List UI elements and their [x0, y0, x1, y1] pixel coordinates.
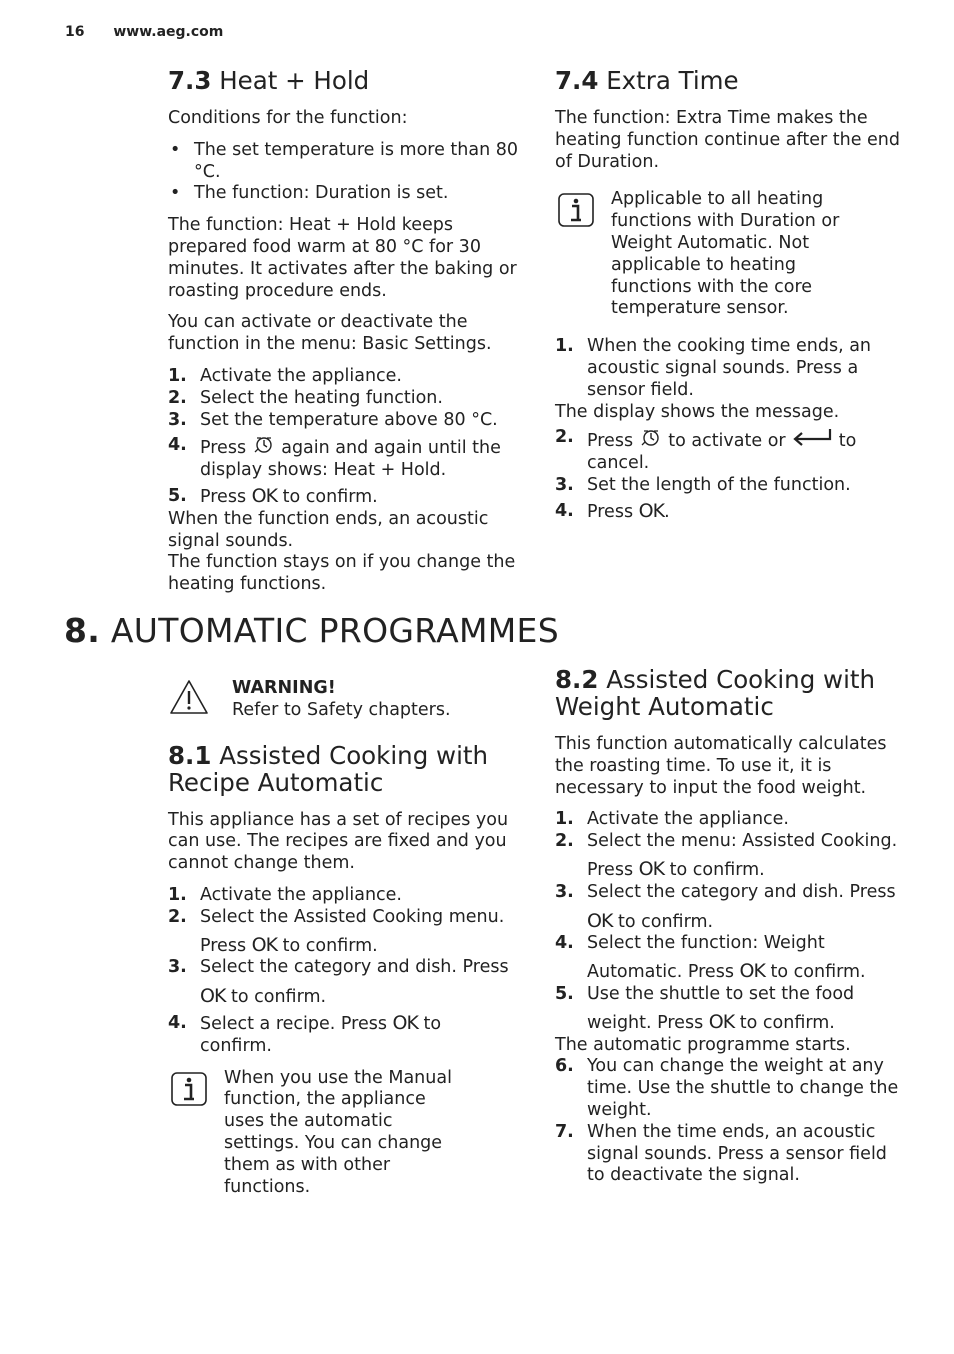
ok-button-icon: OK	[638, 499, 665, 522]
list-item: 7. When the time ends, an acoustic signal sounds. Press a sensor field to deactivate the signal.	[555, 1121, 887, 1186]
warning-box	[168, 678, 518, 722]
function-clock-icon	[252, 435, 276, 455]
list-item: 2. Press to activate or to cancel.	[555, 427, 857, 474]
note-text: The function stays on if you change the heating functions.	[168, 552, 516, 595]
list-item: 2. Select the heating function.	[168, 387, 443, 408]
list-item: 4. Select the function: Weight Automatic. Press OK to confirm.	[555, 933, 866, 983]
ok-button-icon: OK	[200, 985, 226, 1008]
back-arrow-icon	[791, 427, 833, 447]
info-box	[168, 1068, 518, 1199]
ok-button-icon: OK	[739, 960, 765, 983]
section-title: 8.2 Assisted Cooking with Weight Automatic	[555, 665, 876, 721]
function-clock-icon	[639, 428, 663, 448]
section-title: 8.1 Assisted Cooking with Recipe Automatic	[168, 740, 489, 797]
paragraph: The function: Extra Time makes the heating function continue after the end of Duration.	[555, 108, 900, 172]
steps-list	[555, 336, 910, 523]
chapter-title: 8. AUTOMATIC PROGRAMMES	[64, 611, 559, 650]
warning-icon	[168, 678, 210, 716]
list-item: 4. Select a recipe. Press OK to confirm.	[168, 1011, 442, 1056]
note-text: The automatic programme starts.	[555, 1034, 851, 1055]
list-item: • The set temperature is more than 80 °C.	[168, 140, 518, 184]
list-item: 5. Use the shuttle to set the food weight. Press OK to confirm.	[555, 983, 855, 1033]
warning-title: WARNING!	[232, 678, 336, 698]
list-item: 3. Set the temperature above 80 °C.	[168, 409, 498, 430]
website-link[interactable]: www.aeg.com	[113, 24, 224, 40]
note-text: The display shows the message.	[555, 401, 840, 422]
ok-button-icon: OK	[251, 933, 278, 956]
ok-button-icon: OK	[392, 1011, 418, 1034]
list-item: 3. Select the category and dish. Press OK to confirm.	[555, 881, 896, 932]
section-7-4	[555, 67, 910, 524]
paragraph: The function: Heat + Hold keeps prepared food warm at 80 °C for 30 minutes. It activates after the baking or roasting procedure ends.	[168, 215, 517, 301]
warning-text: Refer to Safety chapters.	[232, 699, 451, 720]
steps-list	[168, 885, 518, 1058]
list-item: 3. Select the category and dish. Press OK to confirm.	[168, 957, 509, 1008]
list-item: 6. You can change the weight at any time. Use the shuttle to change the weight.	[555, 1056, 899, 1120]
paragraph: This function automatically calculates the roasting time. To use it, it is necessary to input the food weight.	[555, 734, 887, 798]
conditions-list	[168, 140, 518, 205]
list-item: 2. Select the Assisted Cooking menu. Press OK to confirm.	[168, 906, 505, 956]
section-8-2	[555, 666, 910, 1187]
section-7-3	[168, 67, 518, 596]
info-box	[555, 189, 910, 320]
info-text: Applicable to all heating functions with Duration or Weight Automatic. Not applicable to heating functions with the core temperature sensor.	[611, 189, 840, 319]
section-8-1	[168, 678, 518, 1214]
ok-button-icon: OK	[251, 484, 278, 507]
ok-button-icon: OK	[708, 1010, 735, 1033]
page-header	[65, 24, 223, 40]
info-text: When you use the Manual function, the appliance uses the automatic settings. You can change them as with other functions.	[224, 1067, 452, 1197]
ok-button-icon: OK	[638, 857, 665, 880]
steps-list	[555, 809, 910, 1187]
list-item: 3. Set the length of the function.	[555, 474, 851, 495]
paragraph: You can activate or deactivate the function in the menu: Basic Settings.	[168, 312, 492, 355]
list-item: 1. Activate the appliance.	[168, 365, 402, 386]
list-item: 4. Press OK.	[555, 499, 670, 522]
ok-button-icon: OK	[587, 909, 613, 932]
list-item: 2. Select the menu: Assisted Cooking. Press OK to confirm.	[555, 831, 898, 880]
info-icon	[168, 1072, 210, 1106]
list-item: 1. Activate the appliance.	[168, 884, 402, 905]
steps-list	[168, 366, 518, 509]
list-item: 5. Press OK to confirm.	[168, 484, 378, 507]
list-item: • The function: Duration is set.	[168, 183, 518, 205]
list-item: 1. Activate the appliance.	[555, 809, 789, 830]
list-item: 4. Press again and again until the display shows: Heat + Hold.	[168, 435, 501, 481]
list-item: 1. When the cooking time ends, an acoustic signal sounds. Press a sensor field.	[555, 336, 872, 400]
page-number: 16	[65, 24, 85, 40]
section-title: 7.4 Extra Time	[555, 66, 739, 95]
intro-text: Conditions for the function:	[168, 108, 408, 128]
info-icon	[555, 193, 597, 227]
paragraph: This appliance has a set of recipes you can use. The recipes are fixed and you cannot change them.	[168, 809, 509, 874]
section-title: 7.3 Heat + Hold	[168, 66, 370, 95]
note-text: When the function ends, an acoustic signal sounds.	[168, 508, 489, 551]
